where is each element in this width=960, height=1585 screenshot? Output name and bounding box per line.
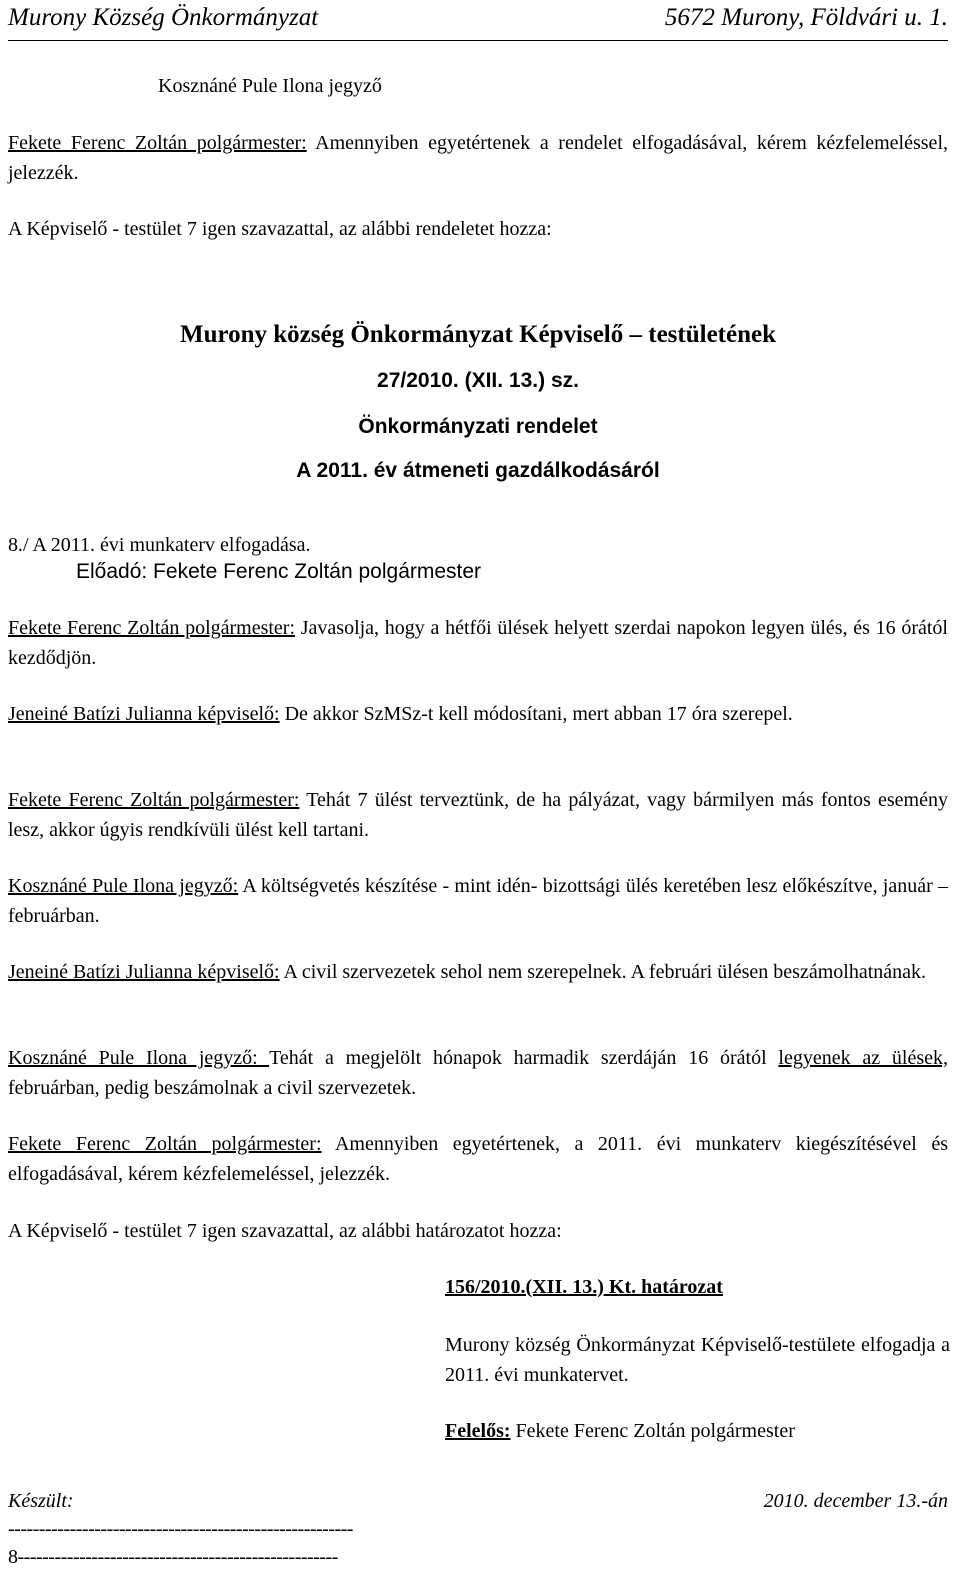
discussion-paragraph-7 bbox=[8, 1129, 948, 1189]
resolution-body: Murony község Önkormányzat Képviselő-testülete elfogadja a 2011. évi munkatervet. bbox=[445, 1334, 950, 1386]
speaker-name: Fekete Ferenc Zoltán polgármester: bbox=[8, 617, 296, 639]
speaker-name: Jeneiné Batízi Julianna képviselő: bbox=[8, 961, 280, 983]
discussion-paragraph-2 bbox=[8, 699, 948, 729]
vote-statement-1: A Képviselő - testület 7 igen szavazattal, az alábbi rendeletet hozza: bbox=[8, 218, 552, 240]
speaker-text: A költségvetés készítése - mint idén- bizottsági ülés keretében lesz előkészítve, január –februárban. bbox=[8, 875, 949, 927]
responsible-label: Felelős: bbox=[445, 1420, 511, 1442]
ordinance-title: Murony község Önkormányzat Képviselő – testületének bbox=[179, 321, 777, 348]
speaker-text: Javasolja, hogy a hétfői ülések helyett szerdai napokon legyen ülés, és 16 órától kezdődjön. bbox=[8, 617, 948, 669]
prepared-date: 2010. december 13.-án bbox=[763, 1490, 948, 1512]
speaker-text: Amennyiben egyetértenek a rendelet elfogadásával, kérem kézfelemeléssel, jelezzék. bbox=[8, 132, 948, 184]
speaker-text: Tehát a megjelölt hónapok harmadik szerdáján 16 órától legyenek az ülések, februárban, pedig beszámolnak a civil szervezetek. bbox=[8, 1047, 948, 1099]
agenda-item: 8./ A 2011. évi munkaterv elfogadása. bbox=[8, 534, 311, 556]
speaker-name: Jeneiné Batízi Julianna képviselő: bbox=[8, 703, 280, 725]
discussion-paragraph-5 bbox=[8, 957, 948, 987]
speaker-text: De akkor SzMSz-t kell módosítani, mert abban 17 óra szerepel. bbox=[279, 703, 793, 725]
speaker-name: Fekete Ferenc Zoltán polgármester: bbox=[8, 1133, 322, 1155]
discussion-paragraph-4 bbox=[8, 871, 948, 931]
ordinance-type: Önkormányzati rendelet bbox=[358, 415, 598, 438]
footer-dashes: -------------------------------------------------------- bbox=[8, 1518, 353, 1540]
speaker-name: Kosznáné Pule Ilona jegyző: bbox=[8, 1047, 270, 1069]
header-municipality: Murony Község Önkormányzat bbox=[8, 4, 319, 31]
discussion-paragraph-3 bbox=[8, 785, 948, 845]
ordinance-number: 27/2010. (XII. 13.) sz. bbox=[377, 369, 579, 392]
resolution-responsible bbox=[445, 1416, 950, 1446]
speaker-name: Fekete Ferenc Zoltán polgármester: bbox=[8, 132, 307, 154]
speaker-name: Fekete Ferenc Zoltán polgármester: bbox=[8, 789, 300, 811]
underlined-phrase: legyenek az ülések, bbox=[778, 1047, 948, 1069]
speaker-text: Tehát 7 ülést terveztünk, de ha pályázat, vagy bármilyen más fontos esemény lesz, akkor úgyis rendkívüli ülést kell tartani. bbox=[8, 789, 948, 841]
page-number-line: 8---------------------------------------------------- bbox=[8, 1546, 338, 1568]
speaker-text: A civil szervezetek sehol nem szerepelnek. A februári ülésen beszámolhatnának. bbox=[279, 961, 927, 983]
discussion-paragraph-1 bbox=[8, 613, 948, 673]
ordinance-subject: A 2011. év átmeneti gazdálkodásáról bbox=[296, 459, 660, 482]
speaker-text: Amennyiben egyetértenek, a 2011. évi munkaterv kiegészítésével és elfogadásával, kérem kézfelemeléssel, jelezzék. bbox=[8, 1133, 948, 1185]
top-signature: Kosznáné Pule Ilona jegyző bbox=[158, 75, 382, 97]
discussion-paragraph-6 bbox=[8, 1043, 948, 1103]
vote-statement-2: A Képviselő - testület 7 igen szavazattal, az alábbi határozatot hozza: bbox=[8, 1220, 562, 1242]
responsible-name: Fekete Ferenc Zoltán polgármester bbox=[510, 1420, 795, 1442]
page-header bbox=[8, 0, 948, 41]
prepared-line bbox=[8, 1486, 948, 1516]
agenda-presenter: Előadó: Fekete Ferenc Zoltán polgármester bbox=[76, 560, 482, 583]
prepared-label: Készült: bbox=[8, 1490, 74, 1512]
resolution-title: 156/2010.(XII. 13.) Kt. határozat bbox=[445, 1276, 723, 1298]
speaker-name: Kosznáné Pule Ilona jegyző: bbox=[8, 875, 239, 897]
header-address: 5672 Murony, Földvári u. 1. bbox=[664, 4, 948, 31]
paragraph-mayor-1 bbox=[8, 128, 948, 188]
